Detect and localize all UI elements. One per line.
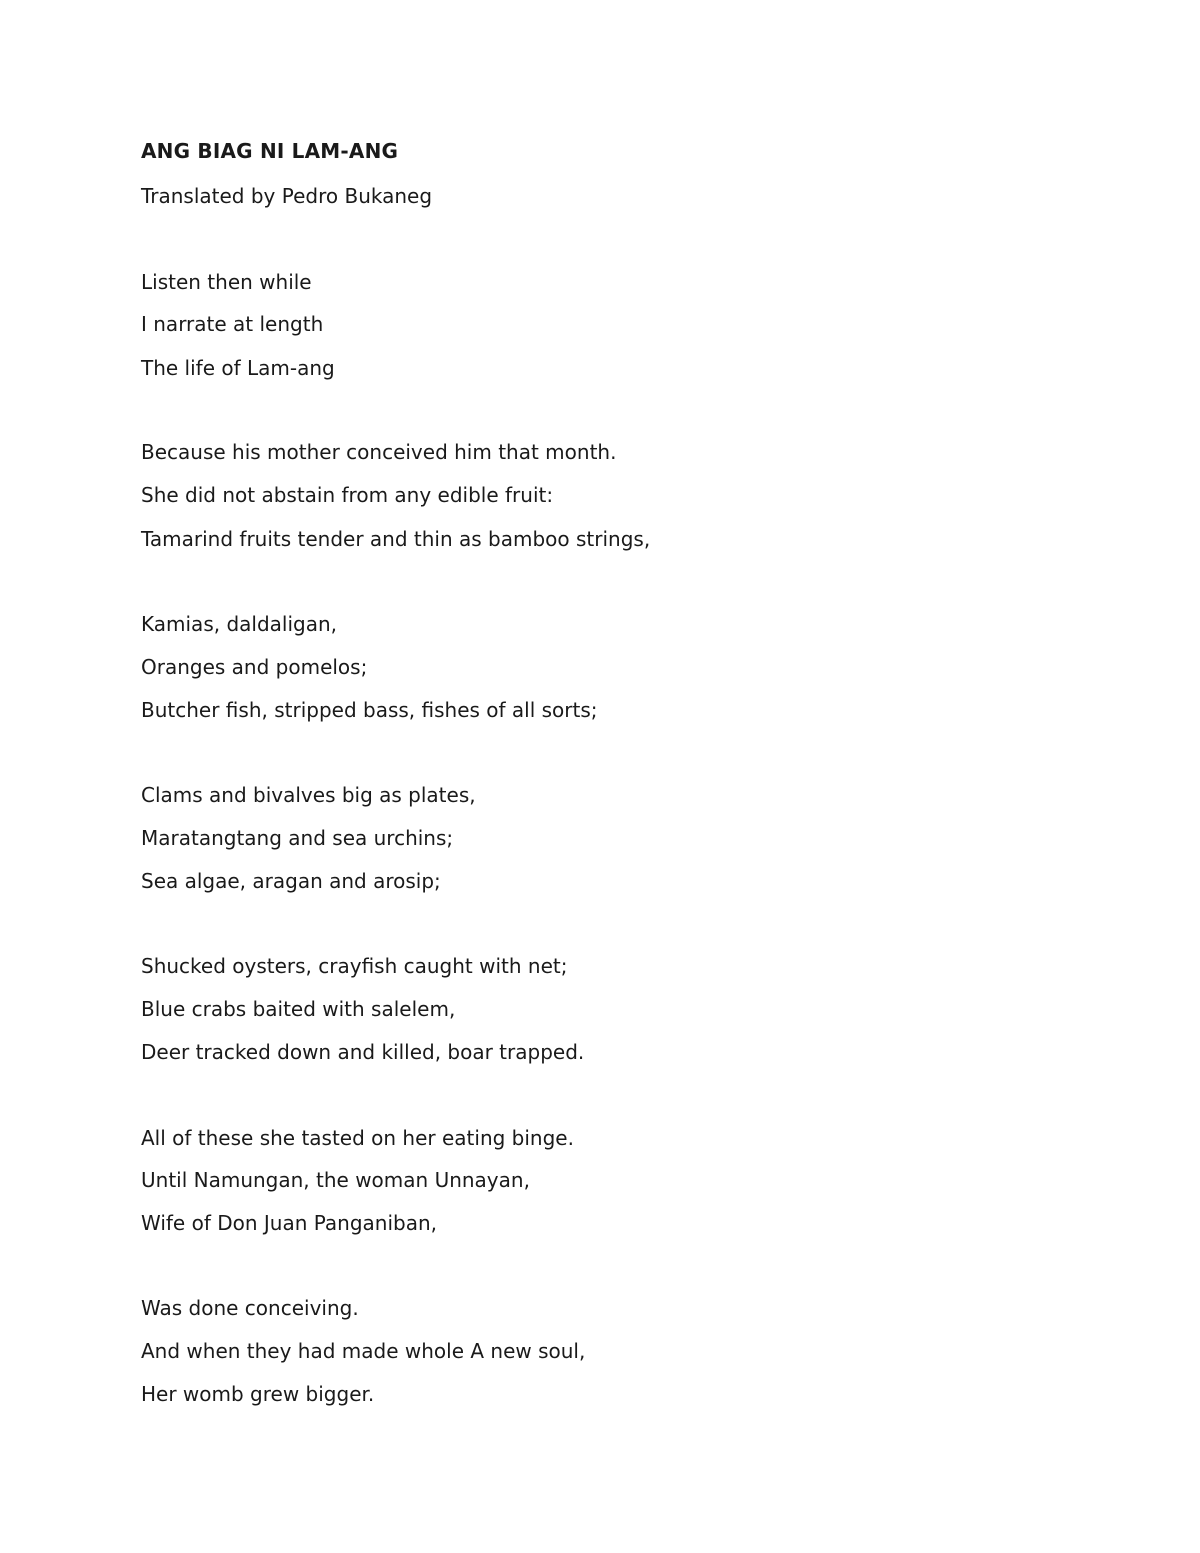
poem-line: Maratangtang and sea urchins; [141,826,454,850]
poem-line: Listen then while [141,270,312,294]
poem-line: Blue crabs baited with salelem, [141,997,456,1021]
poem-line: Because his mother conceived him that month. [141,440,617,464]
poem-line: And when they had made whole A new soul, [141,1339,586,1363]
poem-line: All of these she tasted on her eating binge. [141,1126,574,1150]
poem-line: Oranges and pomelos; [141,655,368,679]
document-subtitle: Translated by Pedro Bukaneg [141,184,433,208]
poem-line: Deer tracked down and killed, boar trapped. [141,1040,585,1064]
poem-line: Tamarind fruits tender and thin as bamboo strings, [141,527,651,551]
poem-line: I narrate at length [141,312,324,336]
poem-line: Clams and bivalves big as plates, [141,783,476,807]
poem-line: Was done conceiving. [141,1296,359,1320]
poem-line: Sea algae, aragan and arosip; [141,869,441,893]
poem-line: Kamias, daldaligan, [141,612,338,636]
document-title: ANG BIAG NI LAM-ANG [141,139,399,163]
poem-line: Wife of Don Juan Panganiban, [141,1211,438,1235]
poem-line: She did not abstain from any edible fruit: [141,483,554,507]
poem-line: Until Namungan, the woman Unnayan, [141,1168,530,1192]
poem-line: Butcher fish, stripped bass, fishes of all sorts; [141,698,598,722]
poem-line: Shucked oysters, crayfish caught with net; [141,954,568,978]
poem-line: The life of Lam-ang [141,356,335,380]
poem-line: Her womb grew bigger. [141,1382,375,1406]
